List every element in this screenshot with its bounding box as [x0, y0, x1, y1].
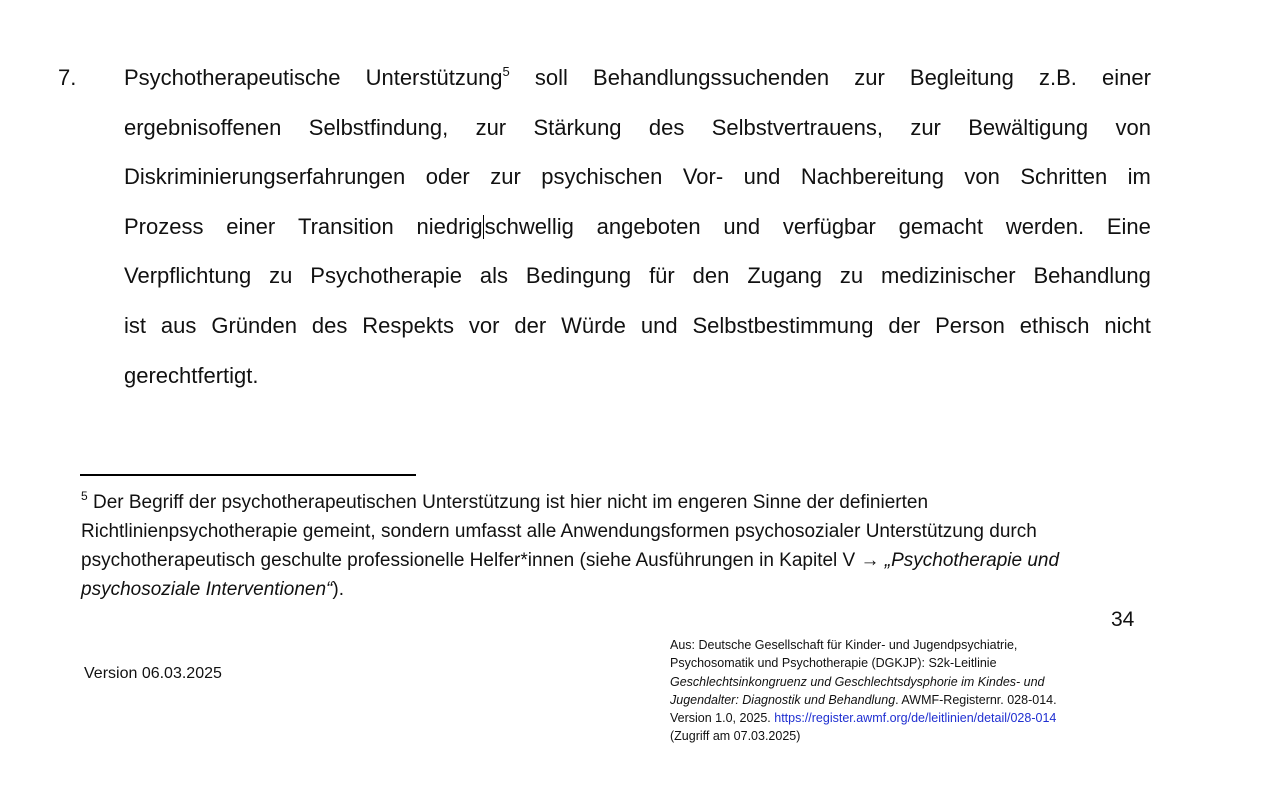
- word: zu: [839, 263, 864, 289]
- word: Vor-: [682, 164, 724, 190]
- word: gemacht: [898, 213, 984, 239]
- word: zur: [490, 164, 521, 190]
- paragraph-line: [124, 113, 1151, 163]
- citation-title: Geschlechtsinkongruenz und Geschlechtsdysphorie im Kindes- und: [670, 674, 1045, 689]
- word: Behandlung: [1033, 263, 1151, 289]
- word: Verpflichtung: [124, 263, 252, 289]
- word: von: [964, 164, 1000, 190]
- word: soll: [534, 65, 568, 90]
- word: und: [640, 312, 678, 338]
- word: Respekts: [362, 312, 454, 338]
- page-number: 34: [1111, 608, 1135, 631]
- word: Selbstfindung,: [308, 114, 449, 140]
- word: verfügbar: [782, 213, 876, 239]
- word: zur: [910, 114, 941, 140]
- word: Eine: [1106, 213, 1151, 239]
- word: ist: [124, 312, 146, 338]
- footnote-separator: [80, 474, 416, 476]
- word: Selbstbestimmung: [692, 312, 874, 338]
- word[interactable]: niedrigschwellig: [416, 213, 574, 239]
- word: Bedingung: [525, 263, 632, 289]
- word: Stärkung: [533, 114, 622, 140]
- footnote-marker: 5: [81, 489, 88, 503]
- word: ergebnisoffenen: [124, 114, 282, 140]
- word: medizinischer: [881, 263, 1016, 289]
- word: Behandlungssuchenden: [593, 65, 830, 90]
- word: Bewältigung: [968, 114, 1089, 140]
- word: zur: [854, 65, 885, 90]
- word: aus: [160, 312, 197, 338]
- citation-line: Aus: Deutsche Gesellschaft für Kinder- und Jugendpsychiatrie,: [670, 638, 1018, 652]
- word: Person: [935, 312, 1005, 338]
- footnote-text-end: ).: [332, 579, 344, 600]
- paragraph-line: [124, 162, 1151, 212]
- word: werden.: [1005, 213, 1085, 239]
- citation-line: Psychosomatik und Psychotherapie (DGKJP): S2k-Leitlinie: [670, 656, 997, 671]
- word: z.B.: [1038, 65, 1077, 90]
- word: für: [649, 263, 675, 289]
- word: Psychotherapeutische: [124, 65, 341, 90]
- word: Zugang: [747, 263, 822, 289]
- word: psychischen: [541, 164, 663, 190]
- paragraph-line: [124, 63, 1151, 113]
- word: nicht: [1104, 312, 1151, 338]
- word: vor: [468, 312, 500, 338]
- word: der: [514, 312, 547, 338]
- word: angeboten: [596, 213, 701, 239]
- paragraph-line: [124, 261, 1151, 311]
- word: Selbstvertrauens,: [711, 114, 883, 140]
- word: Würde: [561, 312, 626, 338]
- word: der: [888, 312, 921, 338]
- word: als: [479, 263, 508, 289]
- word: Psychotherapie: [310, 263, 462, 289]
- source-citation: [670, 636, 1130, 746]
- word: Unterstützung$^5$: [365, 64, 510, 90]
- footnote-chapter-title: „Psychotherapie und psychosoziale Interventionen“: [81, 550, 1060, 600]
- word: den: [692, 263, 730, 289]
- word: gerechtfertigt.: [124, 362, 259, 388]
- list-item-number: 7.: [58, 65, 77, 90]
- citation-line: Version 1.0, 2025.: [670, 711, 775, 726]
- word: Prozess: [124, 213, 204, 239]
- footnote: [81, 488, 1141, 604]
- citation-access-date: (Zugriff am 07.03.2025): [670, 729, 801, 744]
- word: Gründen: [211, 312, 297, 338]
- footnote-text: Der Begriff der psychotherapeutischen Unterstützung ist hier nicht im engeren Sinne der definierten Richtlinienpsychotherapie gemeint, sondern umfasst alle Anwendungsformen psychosozialer Unterstützung durch psychotherapeutisch geschulte professionelle Helfer*innen (siehe Ausführungen in Kapitel V →: [81, 492, 1037, 571]
- word: einer: [1102, 65, 1151, 90]
- word: des: [648, 114, 685, 140]
- item-paragraph: [124, 63, 1151, 410]
- word: oder: [425, 164, 470, 190]
- citation-title: Jugendalter: Diagnostik und Behandlung: [670, 692, 896, 707]
- word: zu: [269, 263, 293, 289]
- word: zur: [475, 114, 507, 140]
- word: Schritten: [1020, 164, 1108, 190]
- footnote-reference[interactable]: 5: [502, 64, 510, 79]
- word: von: [1115, 114, 1151, 140]
- word: des: [311, 312, 348, 338]
- word: Nachbereitung: [800, 164, 944, 190]
- word: Transition: [297, 213, 394, 239]
- word: ethisch: [1019, 312, 1090, 338]
- citation-line: . AWMF-Registernr. 028-014.: [895, 692, 1057, 707]
- word: Begleitung: [909, 65, 1014, 90]
- paragraph-line: [124, 311, 1151, 361]
- word: Diskriminierungserfahrungen: [124, 164, 406, 190]
- word: im: [1127, 164, 1151, 190]
- version-label: Version 06.03.2025: [84, 665, 222, 682]
- paragraph-line: [124, 212, 1151, 262]
- word: und: [743, 164, 781, 190]
- word: und: [723, 213, 761, 239]
- word: einer: [226, 213, 276, 239]
- citation-link[interactable]: https://register.awmf.org/de/leitlinien/detail/028-014: [774, 711, 1057, 726]
- paragraph-line: [124, 361, 1151, 411]
